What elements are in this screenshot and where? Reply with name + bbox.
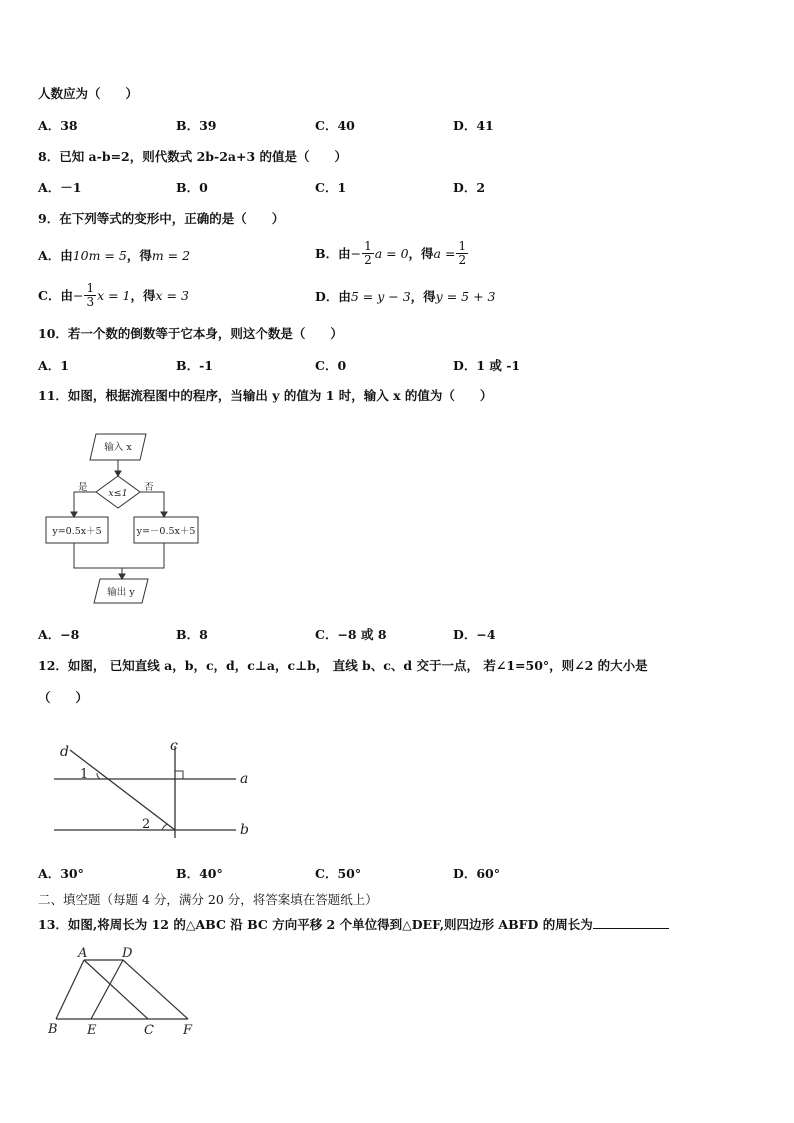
q7-tail-text: 人数应为（ ） bbox=[38, 86, 139, 101]
label-d: d bbox=[60, 744, 69, 760]
section-2-heading: 二、填空题（每题 4 分，满分 20 分，将答案填在答题纸上） bbox=[38, 892, 378, 907]
q12-option-a: A．30° bbox=[38, 866, 84, 881]
q12-option-c: C．50° bbox=[315, 866, 362, 881]
q9-c-tail: x = 1 bbox=[97, 287, 131, 303]
q10-option-a: A．1 bbox=[38, 358, 69, 373]
q9-option-a bbox=[38, 246, 190, 264]
q8-question: 8．已知 a-b=2，则代数式 2b-2a+3 的值是（ ） bbox=[38, 149, 348, 164]
q9-d-expr1: 5 = y − 3 bbox=[350, 289, 411, 304]
q9-b-fraction bbox=[362, 240, 374, 267]
q9-b-tail: a = 0 bbox=[374, 245, 409, 261]
q9-b-result-fraction bbox=[456, 240, 468, 267]
q9-question: 9．在下列等式的变形中，正确的是（ ） bbox=[38, 211, 285, 226]
q9-b-mid: ，得 bbox=[408, 246, 434, 261]
flow-output-label: 输出 y bbox=[107, 587, 135, 598]
q9-b-minus: − bbox=[350, 245, 362, 261]
label-b: b bbox=[240, 822, 249, 838]
q8-option-a: A．－1 bbox=[38, 180, 82, 195]
right-angle-mark bbox=[175, 771, 183, 779]
q13-text: 13．如图,将周长为 12 的△ABC 沿 BC 方向平移 2 个单位得到△DEF,则四边形 ABFD 的周长为 bbox=[38, 917, 593, 932]
label-a: a bbox=[240, 771, 249, 787]
q9-d-expr2: y = 5 + 3 bbox=[435, 289, 496, 304]
flow-condition-label: x≤1 bbox=[108, 488, 128, 499]
q10-question: 10．若一个数的倒数等于它本身，则这个数是（ ） bbox=[38, 326, 343, 341]
q11-option-a: A．−8 bbox=[38, 627, 80, 642]
flow-yes-label: 是 bbox=[78, 482, 88, 493]
q13-question bbox=[38, 915, 669, 933]
q12-option-b: B．40° bbox=[176, 866, 223, 881]
q11-question: 11．如图，根据流程图中的程序，当输出 y 的值为 1 时，输入 x 的值为（ ） bbox=[38, 388, 493, 403]
q9-c-fraction bbox=[84, 282, 96, 309]
q9-c-frac-num: 1 bbox=[86, 280, 95, 295]
q12-question: 12．如图， 已知直线 a，b，c，d，c⊥a，c⊥b， 直线 b、c、d 交于一点， 若∠1=50°，则∠2 的大小是 bbox=[38, 658, 648, 673]
label-angle-1: 1 bbox=[80, 767, 89, 782]
label-c: c bbox=[170, 738, 178, 754]
q11-option-c: C．−8 或 8 bbox=[315, 627, 387, 642]
flow-no-label: 否 bbox=[144, 482, 154, 493]
flow-left-box-label: y=0.5x＋5 bbox=[52, 526, 102, 537]
q9-c-frac-den: 3 bbox=[86, 294, 95, 309]
q9-b-prefix: B．由 bbox=[315, 246, 351, 261]
q9-a-expr2: m = 2 bbox=[151, 248, 191, 263]
q10-option-d: D．1 或 -1 bbox=[453, 358, 521, 373]
q9-option-d bbox=[315, 287, 495, 305]
q9-d-prefix: D．由 bbox=[315, 289, 351, 304]
q8-option-b: B．0 bbox=[176, 180, 208, 195]
label-A: A bbox=[78, 946, 88, 961]
q12-figure bbox=[44, 738, 264, 842]
q7-option-a: A．38 bbox=[38, 118, 78, 133]
q8-option-c: C．1 bbox=[315, 180, 347, 195]
line-d bbox=[70, 750, 175, 830]
q8-option-d: D．2 bbox=[453, 180, 486, 195]
q9-b-frac-den: 2 bbox=[364, 252, 372, 267]
q10-option-b: B．-1 bbox=[176, 358, 213, 373]
label-B: B bbox=[48, 1022, 58, 1037]
q9-a-expr1: 10m = 5 bbox=[72, 248, 127, 263]
q9-d-mid: ，得 bbox=[410, 289, 436, 304]
q13-figure bbox=[40, 942, 210, 1038]
q9-option-c bbox=[38, 278, 189, 312]
q11-option-b: B．8 bbox=[176, 627, 208, 642]
q9-c-prefix: C．由 bbox=[38, 288, 73, 303]
q7-option-b: B．39 bbox=[176, 118, 217, 133]
q9-a-mid: ，得 bbox=[126, 248, 152, 263]
q7-option-d: D．41 bbox=[453, 118, 494, 133]
label-D: D bbox=[122, 946, 133, 961]
q9-option-b bbox=[315, 236, 469, 270]
label-angle-2: 2 bbox=[142, 817, 151, 832]
q9-b-res-num: 1 bbox=[458, 238, 467, 253]
label-E: E bbox=[87, 1023, 97, 1038]
q9-c-result: x = 3 bbox=[155, 287, 189, 303]
q9-b-res-den: 2 bbox=[458, 252, 467, 267]
q13-answer-blank bbox=[593, 916, 669, 929]
q11-option-d: D．−4 bbox=[453, 627, 496, 642]
q7-option-c: C．40 bbox=[315, 118, 355, 133]
q9-c-minus: − bbox=[72, 287, 84, 303]
q12-option-d: D．60° bbox=[453, 866, 500, 881]
q9-c-mid: ，得 bbox=[130, 288, 156, 303]
q12-paren: （ ） bbox=[38, 690, 89, 705]
flow-right-box-label: y=－0.5x＋5 bbox=[136, 526, 196, 537]
q9-b-result: a = bbox=[433, 245, 456, 261]
q9-a-prefix: A．由 bbox=[38, 248, 73, 263]
label-F: F bbox=[183, 1023, 193, 1038]
q11-flowchart bbox=[40, 428, 210, 608]
flow-input-label: 输入 x bbox=[104, 442, 132, 453]
label-C: C bbox=[144, 1023, 154, 1038]
q9-b-frac-num: 1 bbox=[364, 238, 372, 253]
q10-option-c: C．0 bbox=[315, 358, 347, 373]
